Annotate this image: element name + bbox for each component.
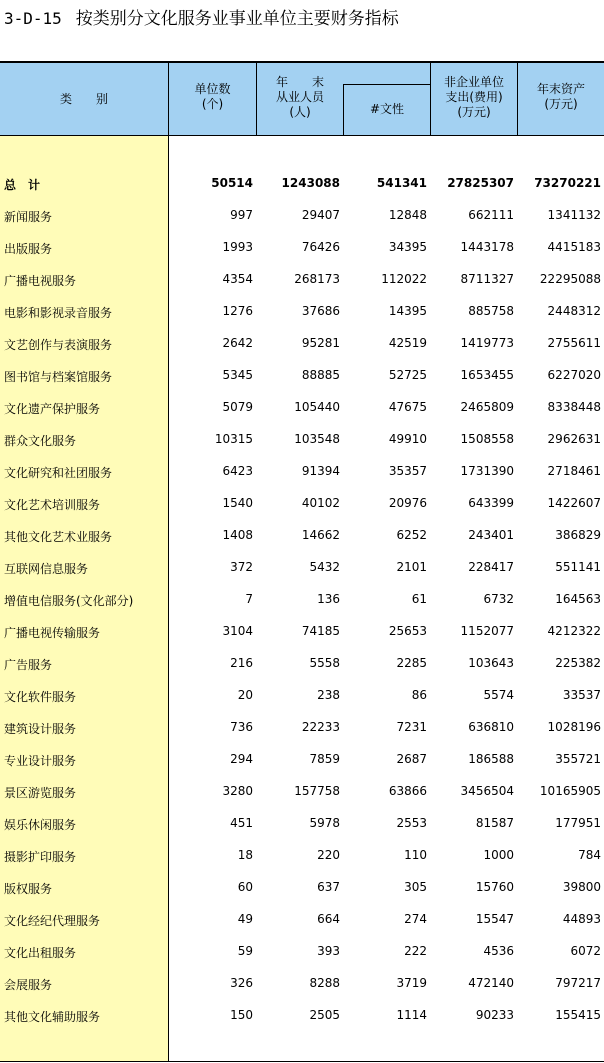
- cell-assets: 10165905: [539, 784, 601, 798]
- cell-female: 42519: [388, 336, 427, 350]
- cell-employees: 76426: [301, 240, 340, 254]
- cell-expenses: 186588: [468, 752, 514, 766]
- row-category-label: 文化经纪代理服务: [4, 914, 101, 928]
- cell-female: 35357: [388, 464, 427, 478]
- table-row: [0, 872, 604, 904]
- header-top-rule: [0, 61, 604, 63]
- cell-employees: 105440: [294, 400, 340, 414]
- cell-assets: 22295088: [539, 272, 601, 286]
- cell-female: 61: [411, 592, 427, 606]
- cell-employees: 40102: [301, 496, 340, 510]
- cell-female: 25653: [388, 624, 427, 638]
- table-row: [0, 776, 604, 808]
- row-category-label: 广播电视传输服务: [4, 626, 101, 640]
- row-category-label: 文化遗产保护服务: [4, 402, 101, 416]
- cell-employees: 7859: [309, 752, 340, 766]
- cell-expenses: 472140: [468, 976, 514, 990]
- cell-expenses: 1731390: [460, 464, 514, 478]
- cell-expenses: 8711327: [460, 272, 514, 286]
- cell-units: 372: [230, 560, 253, 574]
- cell-employees: 2505: [309, 1008, 340, 1022]
- cell-units: 1540: [222, 496, 253, 510]
- row-category-label: 文化软件服务: [4, 690, 77, 704]
- table-bottom-rule: [0, 1061, 604, 1062]
- row-category-label: 文化艺术培训服务: [4, 498, 101, 512]
- row-category-label: 景区游览服务: [4, 786, 77, 800]
- cell-employees: 14662: [301, 528, 340, 542]
- cell-employees: 29407: [301, 208, 340, 222]
- cell-units: 997: [230, 208, 253, 222]
- header-bottom-rule: [0, 135, 604, 136]
- cell-units: 5079: [222, 400, 253, 414]
- header-assets: [518, 82, 604, 112]
- row-category-label: 出版服务: [4, 242, 53, 256]
- cell-female: 34395: [388, 240, 427, 254]
- cell-expenses: 103643: [468, 656, 514, 670]
- table-row: [0, 328, 604, 360]
- cell-expenses: 885758: [468, 304, 514, 318]
- cell-female: 52725: [388, 368, 427, 382]
- header-units-line2: (个): [201, 97, 224, 111]
- cell-units: 3280: [222, 784, 253, 798]
- cell-female: 14395: [388, 304, 427, 318]
- cell-units: 294: [230, 752, 253, 766]
- header-category: 类 别: [59, 92, 108, 106]
- cell-female: 305: [404, 880, 427, 894]
- cell-employees: 136: [317, 592, 340, 606]
- cell-units: 4354: [222, 272, 253, 286]
- cell-expenses: 1653455: [460, 368, 514, 382]
- table-row: [0, 680, 604, 712]
- cell-expenses: 643399: [468, 496, 514, 510]
- cell-expenses: 1000: [483, 848, 514, 862]
- cell-expenses: 4536: [483, 944, 514, 958]
- table-row: [0, 424, 604, 456]
- table-row: [0, 968, 604, 1000]
- cell-employees: 5978: [309, 816, 340, 830]
- cell-employees: 1243088: [281, 176, 340, 190]
- table-row: [0, 1000, 604, 1032]
- cell-employees: 95281: [301, 336, 340, 350]
- cell-employees: 220: [317, 848, 340, 862]
- cell-female: 1114: [396, 1008, 427, 1022]
- cell-expenses: 3456504: [460, 784, 514, 798]
- cell-employees: 22233: [301, 720, 340, 734]
- cell-assets: 6227020: [547, 368, 601, 382]
- cell-units: 736: [230, 720, 253, 734]
- cell-assets: 44893: [562, 912, 601, 926]
- cell-female: 49910: [388, 432, 427, 446]
- cell-female: 2687: [396, 752, 427, 766]
- header-assets-line1: 年末资产: [536, 82, 585, 96]
- row-category-label: 其他文化艺术业服务: [4, 530, 113, 544]
- row-category-label: 新闻服务: [4, 210, 53, 224]
- cell-units: 150: [230, 1008, 253, 1022]
- header-expenses-line2: 支出(费用): [445, 90, 503, 104]
- cell-units: 49: [237, 912, 253, 926]
- cell-assets: 386829: [555, 528, 601, 542]
- cell-female: 2285: [396, 656, 427, 670]
- row-category-label: 互联网信息服务: [4, 562, 89, 576]
- row-category-label: 图书馆与档案馆服务: [4, 370, 113, 384]
- row-category-label: 广播电视服务: [4, 274, 77, 288]
- cell-assets: 6072: [570, 944, 601, 958]
- cell-units: 326: [230, 976, 253, 990]
- cell-employees: 157758: [294, 784, 340, 798]
- cell-female: 112022: [381, 272, 427, 286]
- cell-expenses: 636810: [468, 720, 514, 734]
- cell-female: 222: [404, 944, 427, 958]
- header-expenses-line1: 非企业单位: [443, 75, 504, 89]
- cell-units: 451: [230, 816, 253, 830]
- table-row-total: [0, 168, 604, 200]
- header-units-line1: 单位数: [194, 82, 231, 96]
- cell-expenses: 81587: [475, 816, 514, 830]
- cell-assets: 355721: [555, 752, 601, 766]
- cell-expenses: 243401: [468, 528, 514, 542]
- table-row: [0, 296, 604, 328]
- cell-female: 274: [404, 912, 427, 926]
- row-category-label: 版权服务: [4, 882, 53, 896]
- table-row: [0, 712, 604, 744]
- cell-expenses: 2465809: [460, 400, 514, 414]
- header-assets-line2: (万元): [544, 97, 578, 111]
- row-category-label: 广告服务: [4, 658, 53, 672]
- header-employees-line2: 从业人员: [275, 90, 324, 104]
- cell-units: 59: [237, 944, 253, 958]
- cell-units: 1276: [222, 304, 253, 318]
- cell-assets: 177951: [555, 816, 601, 830]
- table-row: [0, 392, 604, 424]
- header-expenses-line3: (万元): [457, 105, 491, 119]
- cell-assets: 4212322: [547, 624, 601, 638]
- cell-expenses: 15760: [475, 880, 514, 894]
- cell-expenses: 1152077: [460, 624, 514, 638]
- cell-units: 3104: [222, 624, 253, 638]
- table-row: [0, 744, 604, 776]
- cell-units: 216: [230, 656, 253, 670]
- header-employees: [257, 75, 343, 120]
- table-row: [0, 232, 604, 264]
- cell-assets: 164563: [555, 592, 601, 606]
- cell-female: 110: [404, 848, 427, 862]
- row-category-label: 文化研究和社团服务: [4, 466, 113, 480]
- cell-assets: 1028196: [547, 720, 601, 734]
- table-row: [0, 520, 604, 552]
- cell-expenses: 27825307: [447, 176, 514, 190]
- cell-assets: 784: [578, 848, 601, 862]
- cell-assets: 225382: [555, 656, 601, 670]
- row-category-label: 娱乐休闲服务: [4, 818, 77, 832]
- cell-expenses: 5574: [483, 688, 514, 702]
- cell-expenses: 662111: [468, 208, 514, 222]
- cell-units: 50514: [211, 176, 253, 190]
- header-employees-line3: (人): [289, 105, 311, 119]
- cell-female: 2553: [396, 816, 427, 830]
- cell-units: 1993: [222, 240, 253, 254]
- table-row: [0, 584, 604, 616]
- header-expenses: [431, 75, 517, 120]
- cell-expenses: 15547: [475, 912, 514, 926]
- cell-expenses: 228417: [468, 560, 514, 574]
- cell-assets: 8338448: [547, 400, 601, 414]
- cell-units: 2642: [222, 336, 253, 350]
- row-category-label: 专业设计服务: [4, 754, 77, 768]
- cell-employees: 268173: [294, 272, 340, 286]
- cell-assets: 797217: [555, 976, 601, 990]
- row-category-label: 总 计: [4, 178, 41, 192]
- cell-units: 18: [237, 848, 253, 862]
- cell-assets: 39800: [562, 880, 601, 894]
- table-row: [0, 840, 604, 872]
- cell-female: 12848: [388, 208, 427, 222]
- row-category-label: 建筑设计服务: [4, 722, 77, 736]
- cell-assets: 1341132: [547, 208, 601, 222]
- table-row: [0, 264, 604, 296]
- cell-expenses: 90233: [475, 1008, 514, 1022]
- table-row: [0, 456, 604, 488]
- cell-female: 6252: [396, 528, 427, 542]
- cell-assets: 1422607: [547, 496, 601, 510]
- table-row: [0, 360, 604, 392]
- table-row: [0, 200, 604, 232]
- cell-employees: 238: [317, 688, 340, 702]
- cell-expenses: 1443178: [460, 240, 514, 254]
- cell-employees: 74185: [301, 624, 340, 638]
- cell-assets: 155415: [555, 1008, 601, 1022]
- row-category-label: 摄影扩印服务: [4, 850, 77, 864]
- row-category-label: 增值电信服务(文化部分): [4, 594, 134, 608]
- table-row: [0, 488, 604, 520]
- cell-expenses: 6732: [483, 592, 514, 606]
- cell-expenses: 1508558: [460, 432, 514, 446]
- cell-female: 7231: [396, 720, 427, 734]
- table-row: [0, 904, 604, 936]
- table-row: [0, 648, 604, 680]
- cell-assets: 2718461: [547, 464, 601, 478]
- cell-female: 541341: [376, 176, 427, 190]
- cell-units: 60: [237, 880, 253, 894]
- table-row: [0, 808, 604, 840]
- cell-employees: 393: [317, 944, 340, 958]
- cell-assets: 73270221: [534, 176, 601, 190]
- cell-assets: 2962631: [547, 432, 601, 446]
- table-row: [0, 616, 604, 648]
- cell-employees: 88885: [301, 368, 340, 382]
- cell-employees: 37686: [301, 304, 340, 318]
- cell-employees: 664: [317, 912, 340, 926]
- cell-expenses: 1419773: [460, 336, 514, 350]
- row-category-label: 文艺创作与表演服务: [4, 338, 113, 352]
- cell-units: 10315: [214, 432, 253, 446]
- row-category-label: 群众文化服务: [4, 434, 77, 448]
- cell-employees: 8288: [309, 976, 340, 990]
- table-row: [0, 552, 604, 584]
- cell-female: 47675: [388, 400, 427, 414]
- cell-units: 20: [237, 688, 253, 702]
- cell-female: 3719: [396, 976, 427, 990]
- cell-units: 5345: [222, 368, 253, 382]
- cell-units: 1408: [222, 528, 253, 542]
- row-category-label: 其他文化辅助服务: [4, 1010, 101, 1024]
- cell-units: 6423: [222, 464, 253, 478]
- cell-female: 63866: [388, 784, 427, 798]
- table-title-text: 按类别分文化服务业事业单位主要财务指标: [75, 9, 399, 29]
- cell-assets: 4415183: [547, 240, 601, 254]
- employees-sub-rule: [344, 84, 430, 85]
- row-category-label: 会展服务: [4, 978, 53, 992]
- cell-employees: 5432: [309, 560, 340, 574]
- header-units: [169, 82, 256, 112]
- cell-assets: 33537: [562, 688, 601, 702]
- cell-female: 2101: [396, 560, 427, 574]
- row-category-label: 电影和影视录音服务: [4, 306, 113, 320]
- table-row: [0, 936, 604, 968]
- header-female: #文性: [369, 102, 405, 116]
- cell-female: 20976: [388, 496, 427, 510]
- row-category-label: 文化出租服务: [4, 946, 77, 960]
- cell-assets: 2755611: [547, 336, 601, 350]
- cell-employees: 637: [317, 880, 340, 894]
- cell-employees: 103548: [294, 432, 340, 446]
- cell-assets: 551141: [555, 560, 601, 574]
- header-employees-line1: 年 末: [275, 75, 324, 89]
- table-code: 3-D-15: [4, 9, 62, 28]
- cell-employees: 5558: [309, 656, 340, 670]
- cell-units: 7: [245, 592, 253, 606]
- cell-assets: 2448312: [547, 304, 601, 318]
- cell-female: 86: [411, 688, 427, 702]
- cell-employees: 91394: [301, 464, 340, 478]
- table-title: [4, 6, 399, 32]
